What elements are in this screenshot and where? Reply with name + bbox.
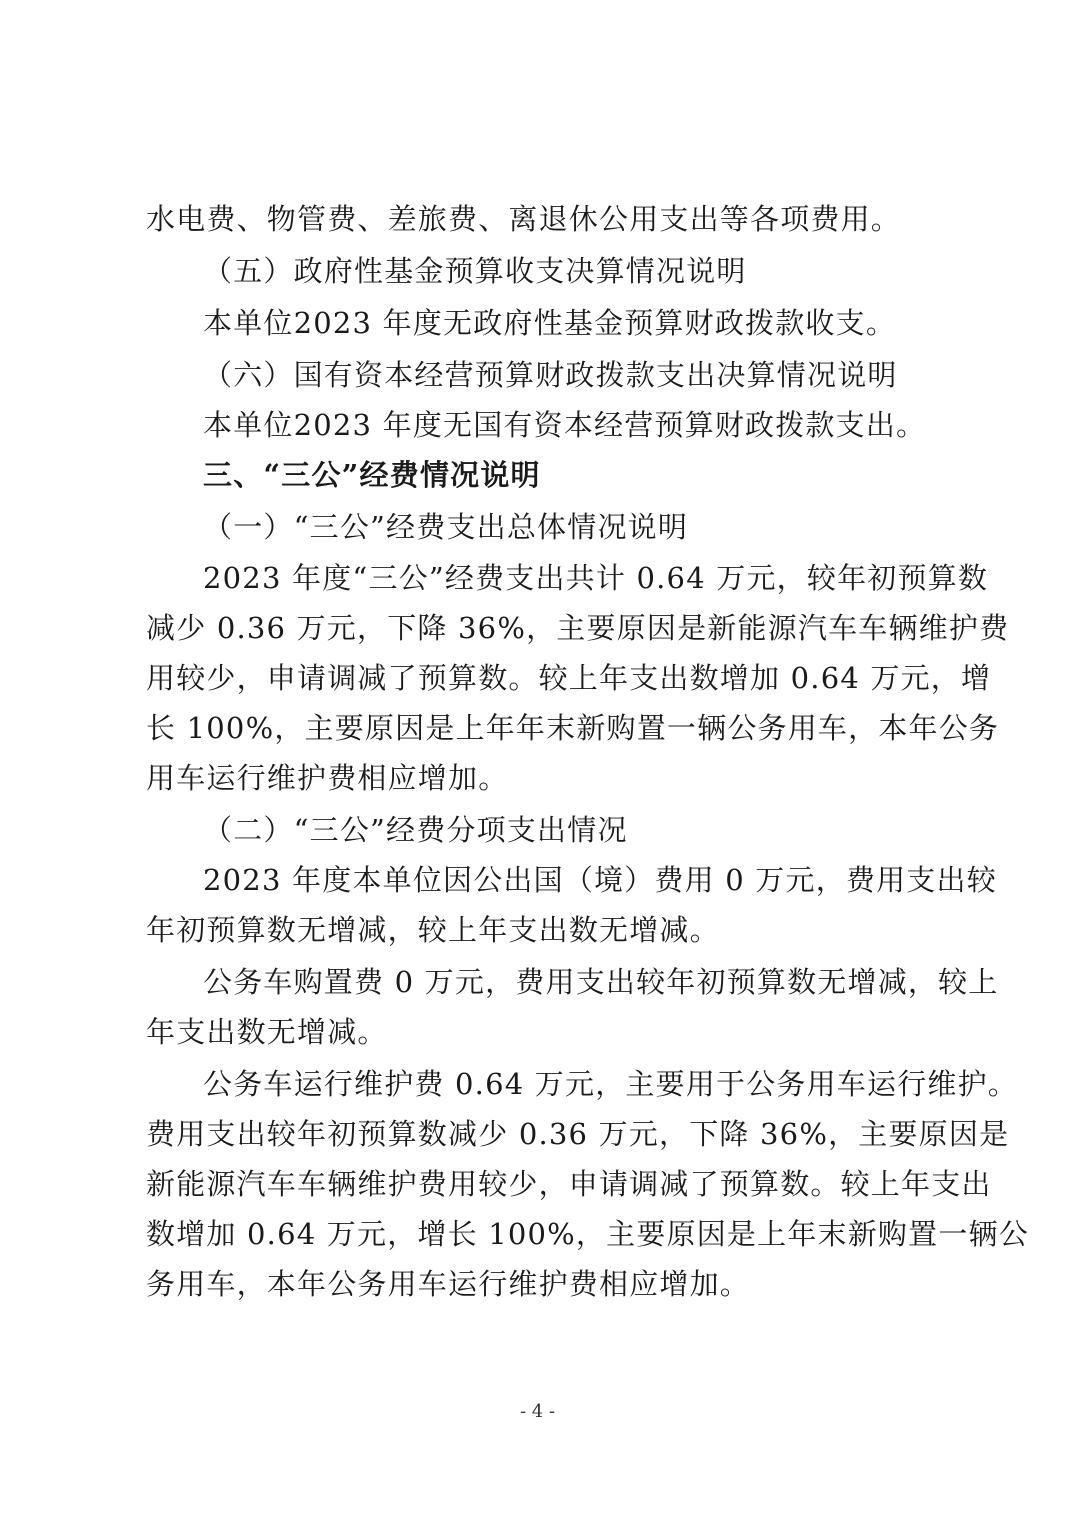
chapter-heading-3: 三、“三公”经费情况说明 (203, 458, 541, 492)
paragraph-line: 水电费、物管费、差旅费、离退休公用支出等各项费用。 (146, 202, 902, 236)
paragraph-line: 费用支出较年初预算数减少 0.36 万元，下降 36%，主要原因是 (146, 1117, 1010, 1151)
section-heading-6: （六）国有资本经营预算财政拨款支出决算情况说明 (203, 358, 898, 392)
paragraph-line: 数增加 0.64 万元，增长 100%，主要原因是上年末新购置一辆公 (146, 1217, 1029, 1251)
section-heading-5: （五）政府性基金预算收支决算情况说明 (203, 254, 747, 288)
paragraph-line: 新能源汽车车辆维护费用较少，申请调减了预算数。较上年支出 (146, 1167, 992, 1201)
paragraph-line: 公务车购置费 0 万元，费用支出较年初预算数无增减，较上 (203, 965, 999, 999)
paragraph-line: 2023 年度“三公”经费支出共计 0.64 万元，较年初预算数 (203, 561, 989, 595)
paragraph-line: 长 100%，主要原因是上年年末新购置一辆公务用车，本年公务 (146, 711, 1000, 745)
paragraph-line: 减少 0.36 万元，下降 36%，主要原因是新能源汽车车辆维护费 (146, 611, 1010, 645)
paragraph-line: 公务车运行维护费 0.64 万元，主要用于公务用车运行维护。 (203, 1067, 1019, 1101)
paragraph-line: 2023 年度本单位因公出国（境）费用 0 万元，费用支出较 (203, 863, 997, 897)
paragraph-line: 务用车，本年公务用车运行维护费相应增加。 (146, 1267, 751, 1301)
paragraph-line: 用较少，申请调减了预算数。较上年支出数增加 0.64 万元，增 (146, 661, 992, 695)
paragraph-line: 本单位2023 年度无政府性基金预算财政拨款收支。 (203, 306, 897, 340)
paragraph-line: 年支出数无增减。 (146, 1015, 388, 1049)
section-heading-2: （二）“三公”经费分项支出情况 (203, 813, 628, 847)
paragraph-line: 本单位2023 年度无国有资本经营预算财政拨款支出。 (203, 408, 927, 442)
paragraph-line: 年初预算数无增减，较上年支出数无增减。 (146, 913, 720, 947)
page-number: - 4 - (519, 1401, 556, 1422)
section-heading-1: （一）“三公”经费支出总体情况说明 (203, 510, 689, 544)
paragraph-line: 用车运行维护费相应增加。 (146, 761, 509, 795)
